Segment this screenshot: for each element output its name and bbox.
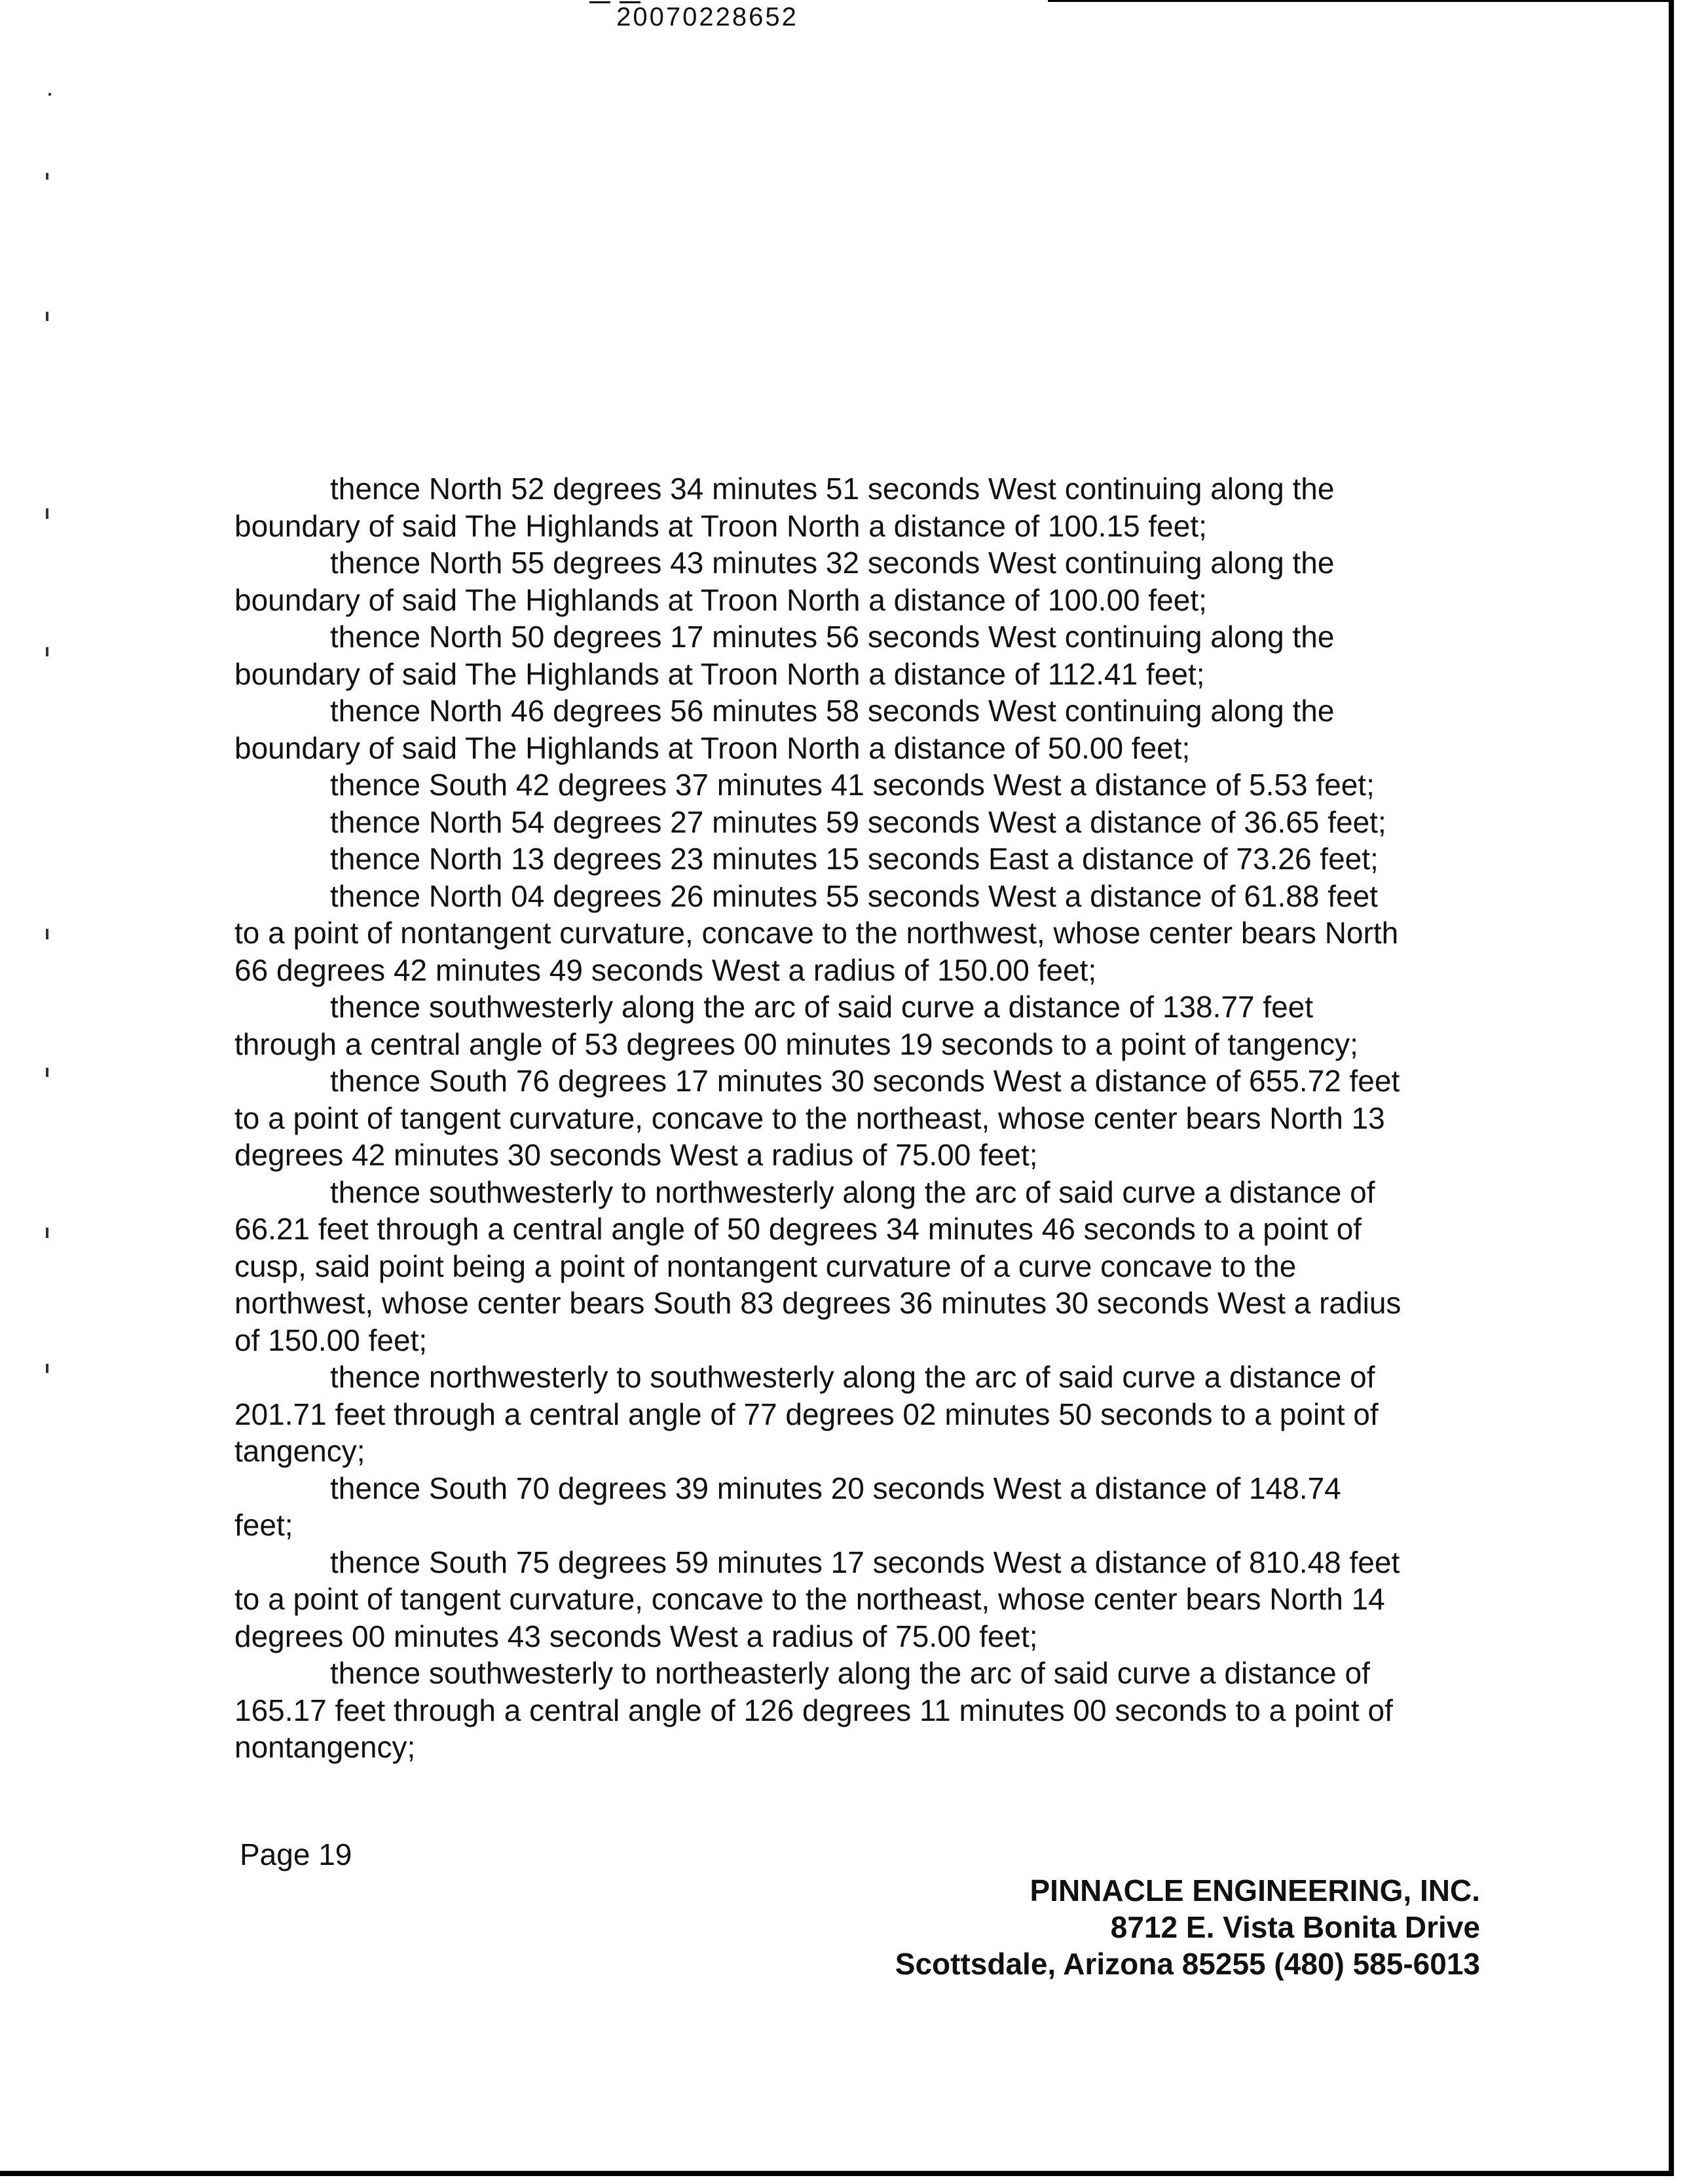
legal-description-body: [234, 470, 1479, 1766]
page-number: Page 19: [240, 1837, 352, 1871]
body-line: thence North 54 degrees 27 minutes 59 seconds West a distance of 36.65 feet;: [330, 804, 1386, 839]
scan-speck: [46, 1068, 48, 1077]
body-line: to a point of tangent curvature, concave to the northeast, whose center bears North 13: [234, 1100, 1385, 1135]
scan-speck: [46, 312, 48, 321]
body-line: through a central angle of 53 degrees 00 minutes 19 seconds to a point of tangency;: [234, 1026, 1358, 1061]
scan-speck: [46, 173, 48, 179]
body-line: 165.17 feet through a central angle of 126 degrees 11 minutes 00 seconds to a point of: [234, 1693, 1393, 1727]
scan-bottom-edge: [0, 2171, 1674, 2176]
body-line: thence southwesterly to northwesterly along the arc of said curve a distance of: [330, 1175, 1375, 1209]
body-line: tangency;: [234, 1434, 365, 1468]
body-line: 66.21 feet through a central angle of 50 degrees 34 minutes 46 seconds to a point of: [234, 1212, 1362, 1246]
body-line: thence North 13 degrees 23 minutes 15 seconds East a distance of 73.26 feet;: [330, 842, 1379, 876]
company-street-address: 8712 E. Vista Bonita Drive: [1110, 1910, 1480, 1944]
body-line: degrees 00 minutes 43 seconds West a radius of 75.00 feet;: [234, 1619, 1038, 1653]
scan-speck: [46, 1228, 48, 1238]
scan-speck: [46, 929, 48, 939]
body-line: feet;: [234, 1508, 293, 1542]
body-line: thence North 46 degrees 56 minutes 58 seconds West continuing along the: [330, 694, 1335, 728]
body-line: to a point of nontangent curvature, concave to the northwest, whose center bears North: [234, 916, 1399, 950]
scan-speck: [46, 647, 48, 656]
body-line: northwest, whose center bears South 83 degrees 36 minutes 30 seconds West a radius: [234, 1286, 1402, 1320]
body-line: boundary of said The Highlands at Troon North a distance of 100.15 feet;: [234, 508, 1207, 543]
body-line: thence northwesterly to southwesterly along the arc of said curve a distance of: [330, 1360, 1375, 1394]
body-line: thence South 75 degrees 59 minutes 17 seconds West a distance of 810.48 feet: [330, 1545, 1400, 1579]
body-line: thence North 50 degrees 17 minutes 56 seconds West continuing along the: [330, 620, 1335, 654]
company-city-phone: Scottsdale, Arizona 85255 (480) 585-6013: [895, 1947, 1480, 1981]
body-line: thence South 42 degrees 37 minutes 41 seconds West a distance of 5.53 feet;: [330, 768, 1375, 802]
body-line: cusp, said point being a point of nontangent curvature of a curve concave to the: [234, 1249, 1297, 1283]
body-line: thence South 70 degrees 39 minutes 20 seconds West a distance of 148.74: [330, 1471, 1341, 1505]
body-line: thence North 04 degrees 26 minutes 55 seconds West a distance of 61.88 feet: [330, 878, 1378, 913]
recording-number: 20070228652: [616, 3, 798, 31]
body-line: boundary of said The Highlands at Troon North a distance of 112.41 feet;: [234, 656, 1205, 691]
body-line: thence North 52 degrees 34 minutes 51 seconds West continuing along the: [330, 472, 1335, 506]
body-line: 201.71 feet through a central angle of 77 degrees 02 minutes 50 seconds to a point of: [234, 1397, 1379, 1431]
company-address-block: [895, 1872, 1480, 1982]
scan-right-edge: [1669, 0, 1674, 2172]
scan-top-rule: [1048, 0, 1670, 2]
body-line: degrees 42 minutes 30 seconds West a radius of 75.00 feet;: [234, 1138, 1038, 1172]
body-line: 66 degrees 42 minutes 49 seconds West a radius of 150.00 feet;: [234, 952, 1097, 987]
body-line: boundary of said The Highlands at Troon North a distance of 50.00 feet;: [234, 730, 1191, 765]
scan-speck: [46, 508, 48, 519]
body-line: thence South 76 degrees 17 minutes 30 seconds West a distance of 655.72 feet: [330, 1064, 1400, 1098]
body-line: boundary of said The Highlands at Troon North a distance of 100.00 feet;: [234, 582, 1207, 617]
body-line: of 150.00 feet;: [234, 1323, 428, 1357]
body-line: nontangency;: [234, 1730, 416, 1764]
body-line: thence southwesterly to northeasterly along the arc of said curve a distance of: [330, 1656, 1370, 1690]
body-line: to a point of tangent curvature, concave to the northeast, whose center bears North 14: [234, 1582, 1385, 1616]
body-line: thence southwesterly along the arc of said curve a distance of 138.77 feet: [330, 990, 1314, 1024]
body-line: thence North 55 degrees 43 minutes 32 seconds West continuing along the: [330, 546, 1335, 580]
scan-speck: [46, 1364, 48, 1373]
company-name: PINNACLE ENGINEERING, INC.: [1030, 1873, 1480, 1907]
scan-speck: [48, 93, 51, 96]
